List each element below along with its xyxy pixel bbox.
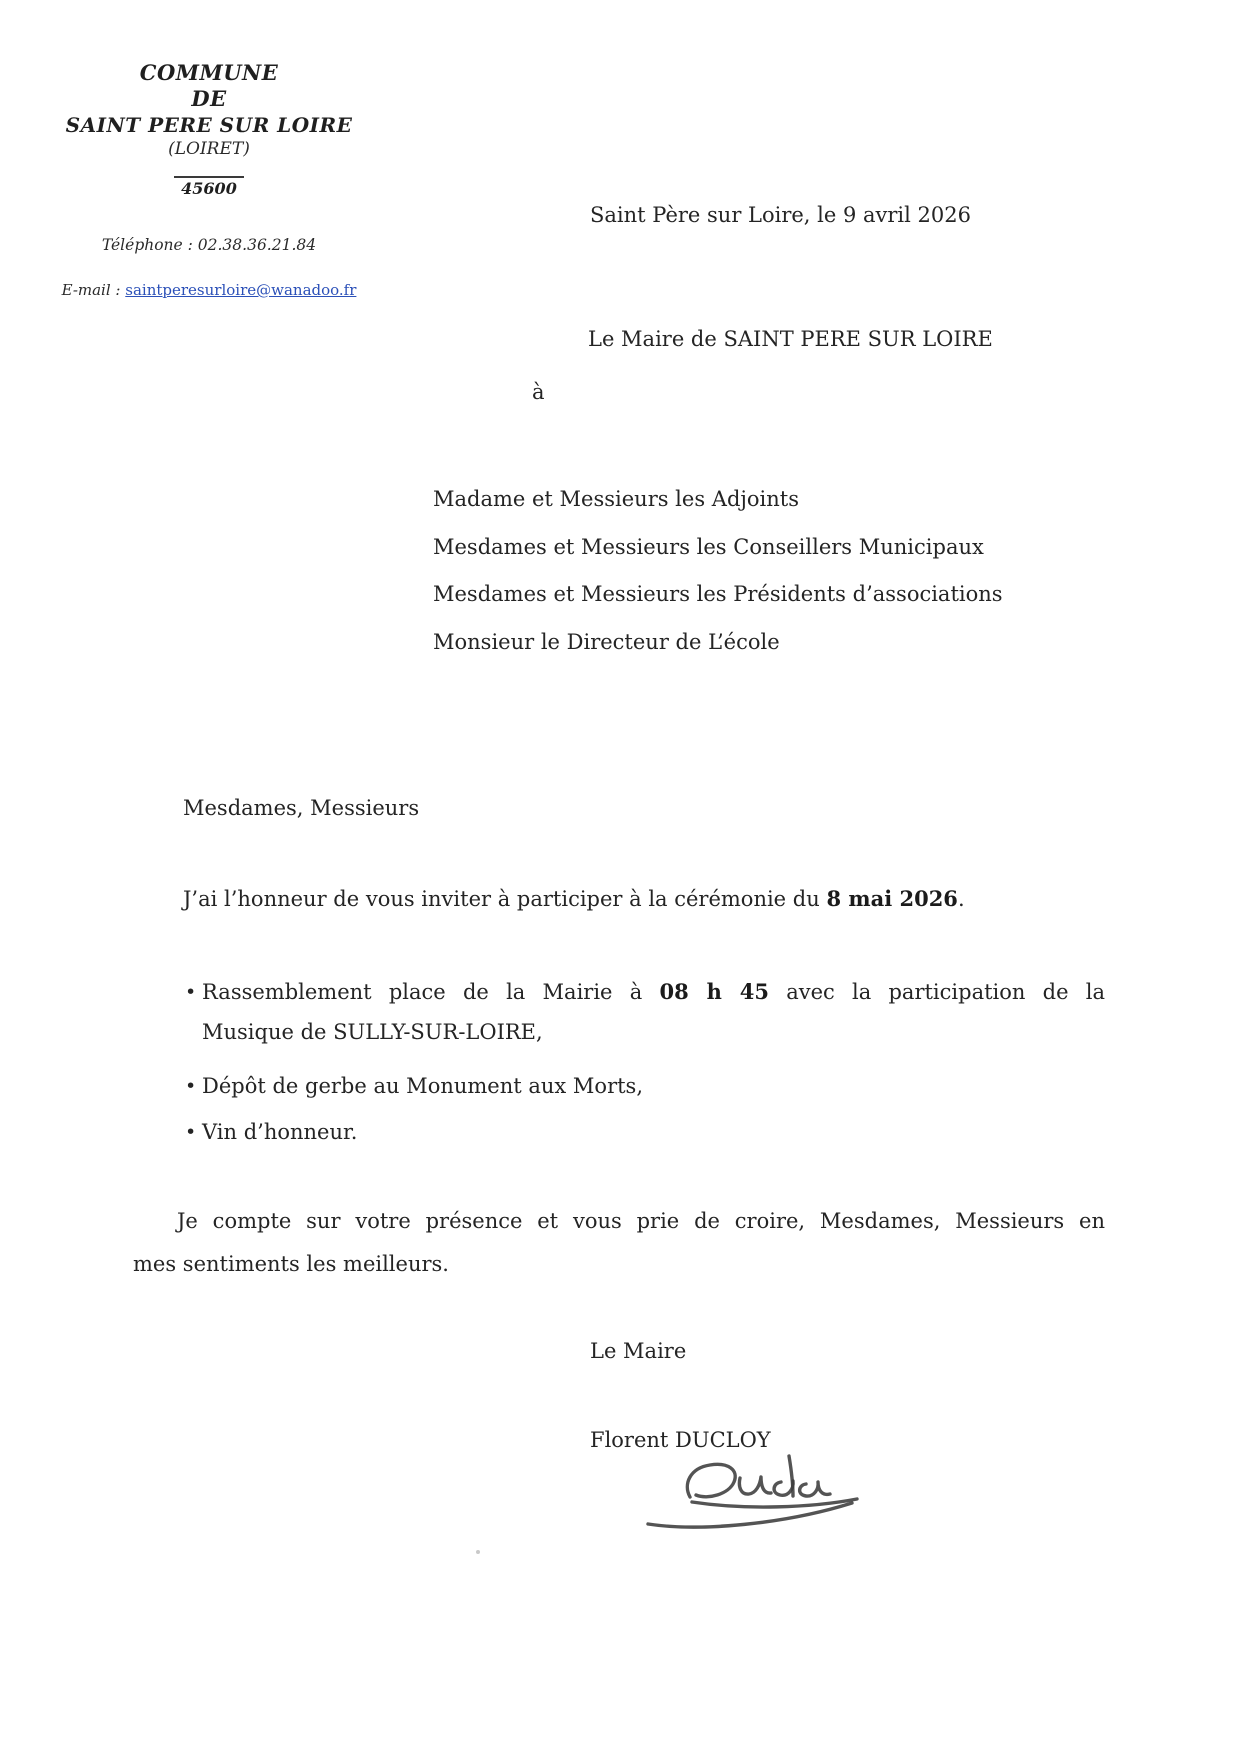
intro-paragraph — [183, 886, 965, 911]
bullet-icon: • — [185, 1075, 197, 1097]
bullet-icon: • — [185, 1121, 197, 1143]
bullet-line — [202, 972, 1105, 1012]
signature-name: Florent DUCLOY — [590, 1428, 771, 1452]
bullet-item-depot-gerbe — [185, 1066, 1105, 1106]
bullet-line: Musique de SULLY-SUR-LOIRE, — [202, 1020, 543, 1044]
bullet-text: Dépôt de gerbe au Monument aux Morts, — [202, 1074, 643, 1098]
letterhead-postal-code: 45600 — [181, 179, 237, 198]
recipients-block — [433, 476, 1003, 666]
scan-artifact-dot — [476, 1550, 480, 1554]
letterhead-town-name: SAINT PERE SUR LOIRE — [65, 113, 353, 137]
bullet-time-bold: 08 h 45 — [659, 979, 769, 1004]
bullet-icon: • — [185, 981, 197, 1003]
letterhead-email-line — [58, 281, 360, 299]
closing-line: mes sentiments les meilleurs. — [133, 1252, 449, 1276]
to-particle: à — [532, 380, 545, 404]
letterhead-department: (LOIRET) — [168, 139, 250, 159]
letterhead-divider — [174, 176, 244, 178]
recipient-line: Mesdames et Messieurs les Présidents d’associations — [433, 582, 1003, 606]
intro-period: . — [957, 887, 965, 911]
dateline: Saint Père sur Loire, le 9 avril 2026 — [590, 203, 971, 227]
sender-line: Le Maire de SAINT PERE SUR LOIRE — [588, 327, 993, 351]
closing-paragraph — [133, 1200, 1105, 1286]
bullet-text: Vin d’honneur. — [202, 1120, 358, 1144]
recipient-line: Mesdames et Messieurs les Conseillers Municipaux — [433, 534, 984, 559]
bullet-item-vin-honneur — [185, 1112, 1105, 1152]
email-label: E-mail : — [61, 281, 121, 299]
letterhead-phone: Téléphone : 02.38.36.21.84 — [101, 236, 317, 254]
email-link[interactable]: saintperesurloire@wanadoo.fr — [125, 281, 357, 299]
letterhead-de: DE — [191, 86, 227, 111]
closing-line: Je compte sur votre présence et vous prie de croire, Mesdames, Messieurs en — [177, 1209, 1105, 1233]
intro-text: J’ai l’honneur de vous inviter à participer à la cérémonie du — [183, 887, 827, 911]
recipient-line: Madame et Messieurs les Adjoints — [433, 487, 800, 511]
recipient-line: Monsieur le Directeur de L’école — [433, 629, 780, 654]
bullet-text: avec la participation de la — [768, 980, 1105, 1004]
salutation: Mesdames, Messieurs — [183, 796, 420, 820]
letterhead — [58, 60, 360, 299]
bullet-text: Rassemblement place de la Mairie à — [202, 980, 660, 1004]
handwritten-signature — [600, 1444, 870, 1534]
letterhead-commune: COMMUNE — [139, 60, 279, 85]
intro-date-bold: 8 mai 2026 — [826, 886, 958, 911]
signature-title: Le Maire — [590, 1339, 687, 1363]
bullet-item-rassemblement — [185, 972, 1105, 1052]
